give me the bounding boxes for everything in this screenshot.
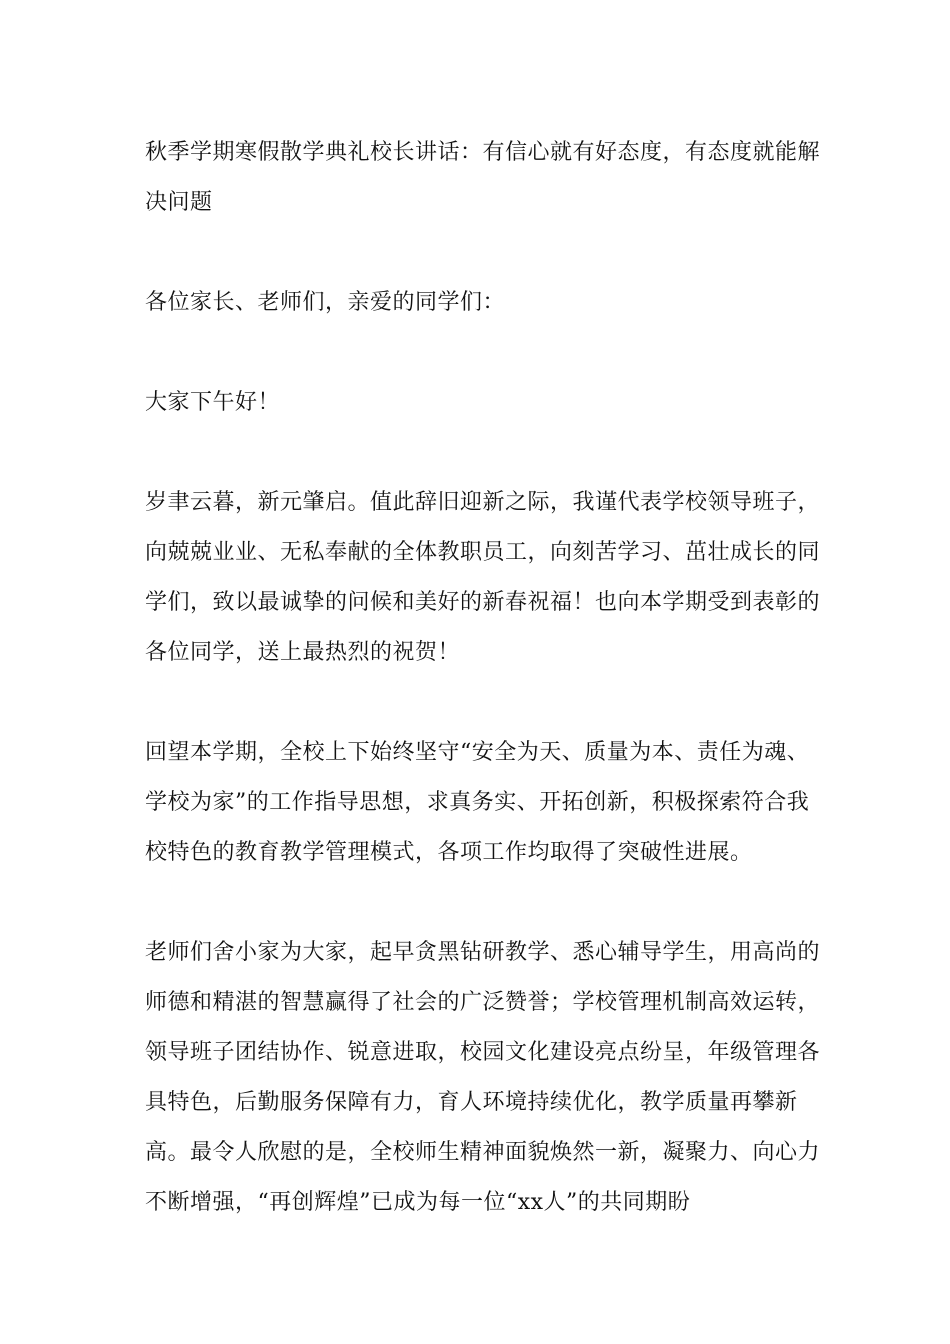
greeting: 各位家长、老师们，亲爱的同学们： — [145, 290, 506, 315]
salutation: 大家下午好！ — [145, 390, 281, 415]
paragraph-1: 岁聿云暮，新元肇启。值此辞旧迎新之际，我谨代表学校领导班子，向兢兢业业、无私奉献的全体教职员工，向刻苦学习、茁壮成长的同学们，致以最诚挚的问候和美好的新春祝福！也向本学期受到表彰的各位同学，送上最热烈的祝贺！ — [145, 490, 821, 665]
document-body — [145, 128, 825, 1278]
paragraph-2: 回望本学期，全校上下始终坚守“安全为天、质量为本、责任为魂、学校为家”的工作指导思想，求真务实、开拓创新，积极探索符合我校特色的教育教学管理模式，各项工作均取得了突破性进展。 — [145, 740, 810, 865]
paragraph-3: 老师们舍小家为大家，起早贪黑钻研教学、悉心辅导学生，用高尚的师德和精湛的智慧赢得了社会的广泛赞誉；学校管理机制高效运转，领导班子团结协作、锐意进取，校园文化建设亮点纷呈，年级管理各具特色，后勤服务保障有力，育人环境持续优化，教学质量再攀新高。最令人欣慰的是，全校师生精神面貌焕然一新，凝聚力、向心力不断增强，“再创辉煌”已成为每一位“xx人”的共同期盼 — [145, 940, 821, 1215]
document-title: 秋季学期寒假散学典礼校长讲话：有信心就有好态度，有态度就能解决问题 — [145, 140, 821, 215]
